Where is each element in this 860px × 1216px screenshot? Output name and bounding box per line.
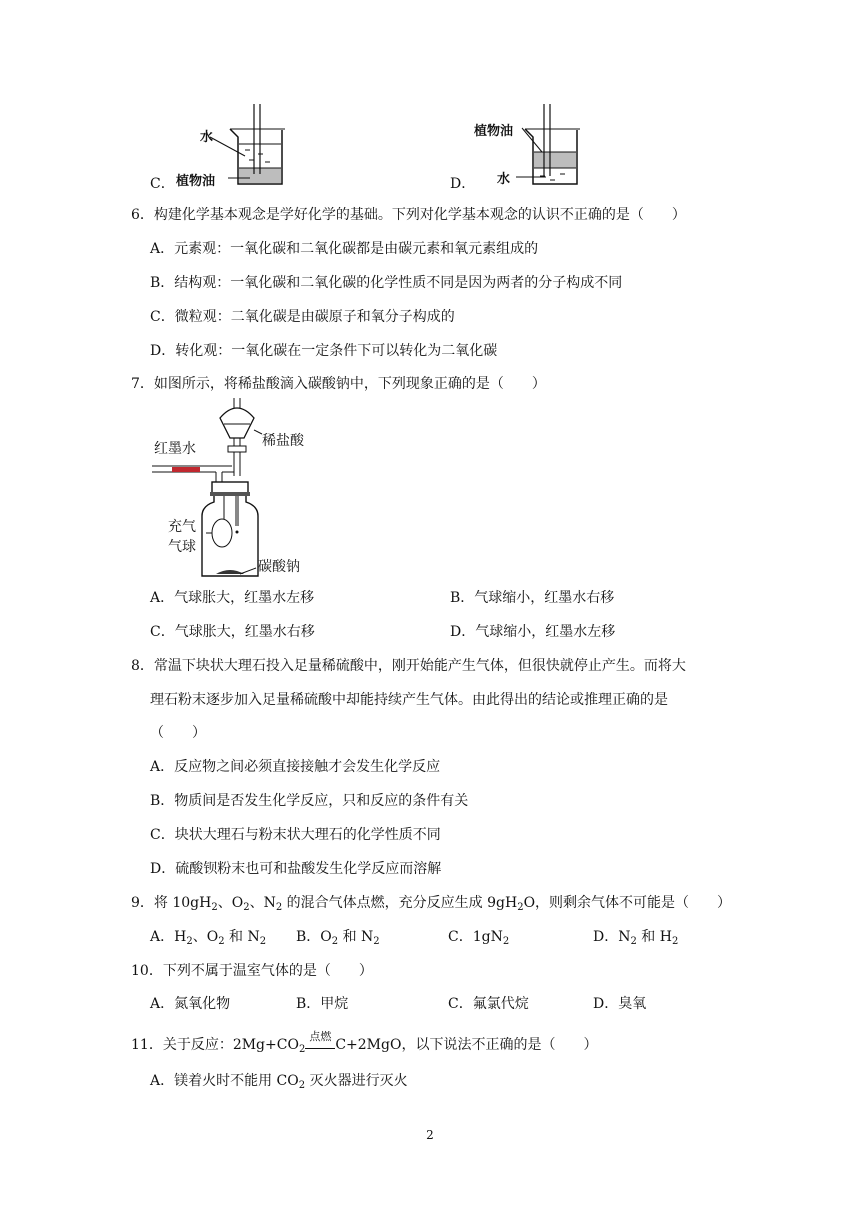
q7-option-a: A．气球胀大，红墨水左移 [150,590,315,606]
q10-option-a: A．氮氧化物 [150,996,231,1012]
subscript: 2 [298,1044,306,1055]
subscript: 2 [243,902,250,913]
q7-stem: 7．如图所示，将稀盐酸滴入碳酸钠中，下列现象正确的是（ ） [131,376,546,392]
q5-figure-d [470,104,600,189]
q9-stem-part: 9．将 10gH [131,895,212,911]
q9-c-part: C．1gN [448,929,503,945]
q7-option-d: D．气球缩小，红墨水左移 [450,624,616,640]
q9-option-b [296,926,380,946]
subscript: 2 [259,936,267,947]
label-sodium-carbonate: 碳酸钠 [258,559,300,575]
q11-a-part: A．镁着火时不能用 CO [150,1073,299,1089]
subscript: 2 [331,936,339,947]
subscript: 2 [671,936,679,947]
q9-stem-part: 、N [249,895,276,911]
page-number: 2 [426,1128,434,1142]
q9-stem-part: 、O [217,895,244,911]
q6-option-c: C．微粒观：二氧化碳是由碳原子和氧分子构成的 [150,309,455,325]
label-balloon-2: 气球 [168,539,196,555]
q9-stem [131,892,731,912]
q11-option-a [150,1070,408,1090]
label-red-ink: 红墨水 [154,441,196,457]
q9-b-part: B．O [296,929,332,945]
subscript: 2 [275,902,283,913]
q9-a-part: 、O [192,929,219,945]
subscript: 2 [218,936,225,947]
label-dilute-hcl: 稀盐酸 [262,433,304,449]
q11-stem-part: C+2MgO，以下说法不正确的是（ ） [335,1037,598,1053]
label-water-c: 水 [200,130,214,145]
q8-stem-line-3: （ ） [150,725,206,741]
q9-a-part: 和 N [224,929,260,945]
q9-stem-part: O，则剩余气体不可能是（ ） [523,895,732,911]
subscript: 2 [186,936,193,947]
q6-stem: 6．构建化学基本观念是学好化学的基础。下列对化学基本观念的认识不正确的是（ ） [131,207,686,223]
q8-option-c: C．块状大理石与粉末状大理石的化学性质不同 [150,827,441,843]
subscript: 2 [517,902,524,913]
q9-d-part: D．N [593,929,631,945]
q9-stem-part: 的混合气体点燃，充分反应生成 9gH [282,895,518,911]
q10-stem: 10．下列不属于温室气体的是（ ） [131,963,373,979]
label-oil-c: 植物油 [176,174,216,189]
label-water-d: 水 [497,172,511,187]
q8-stem-line-1: 8．常温下块状大理石投入足量稀硫酸中，刚开始能产生气体，但很快就停止产生。而将大 [131,658,686,674]
q7-option-c: C．气球胀大，红墨水右移 [150,624,315,640]
q10-option-d: D．臭氧 [593,996,647,1012]
q5-figure-c [170,104,300,189]
q11-stem-part: 11．关于反应：2Mg+CO [131,1037,299,1053]
q10-option-b: B．甲烷 [296,996,349,1012]
q8-option-d: D．硫酸钡粉末也可和盐酸发生化学反应而溶解 [150,861,442,877]
q8-option-a: A．反应物之间必须直接接触才会发生化学反应 [150,759,441,775]
q9-b-part: 和 N [338,929,374,945]
q5-option-c-label: C． [150,176,175,192]
reaction-condition [305,1030,335,1049]
q11-a-part: 灭火器进行灭火 [305,1073,408,1089]
q6-option-d: D．转化观：一氧化碳在一定条件下可以转化为二氧化碳 [150,343,498,359]
label-balloon-1: 充气 [168,519,196,535]
q9-option-d [593,926,678,946]
subscript: 2 [298,1080,306,1091]
q6-option-b: B．结构观：一氧化碳和二氧化碳的化学性质不同是因为两者的分子构成不同 [150,275,623,291]
q11-stem [131,1030,598,1055]
subscript: 2 [373,936,380,947]
beaker-water-bottom-diagram [470,104,600,189]
q8-stem-line-2: 理石粉末逐步加入足量稀硫酸中却能持续产生气体。由此得出的结论或推理正确的是 [150,692,668,708]
subscript: 2 [211,902,218,913]
q9-option-a [150,926,266,946]
condition-label: 点燃 [309,1030,332,1043]
q7-apparatus-figure [150,398,330,578]
label-oil-d: 植物油 [474,124,514,139]
subscript: 2 [502,936,510,947]
q9-option-c [448,926,509,946]
q9-a-part: A．H [150,929,187,945]
reaction-arrow-bar [305,1048,335,1049]
q5-option-d-label: D． [450,176,476,192]
subscript: 2 [630,936,637,947]
q7-option-b: B．气球缩小，红墨水右移 [450,590,615,606]
q9-d-part: 和 H [636,929,672,945]
q10-option-c: C．氟氯代烷 [448,996,529,1012]
q8-option-b: B．物质间是否发生化学反应，只和反应的条件有关 [150,793,469,809]
q6-option-a: A．元素观：一氧化碳和二氧化碳都是由碳元素和氧元素组成的 [150,241,539,257]
